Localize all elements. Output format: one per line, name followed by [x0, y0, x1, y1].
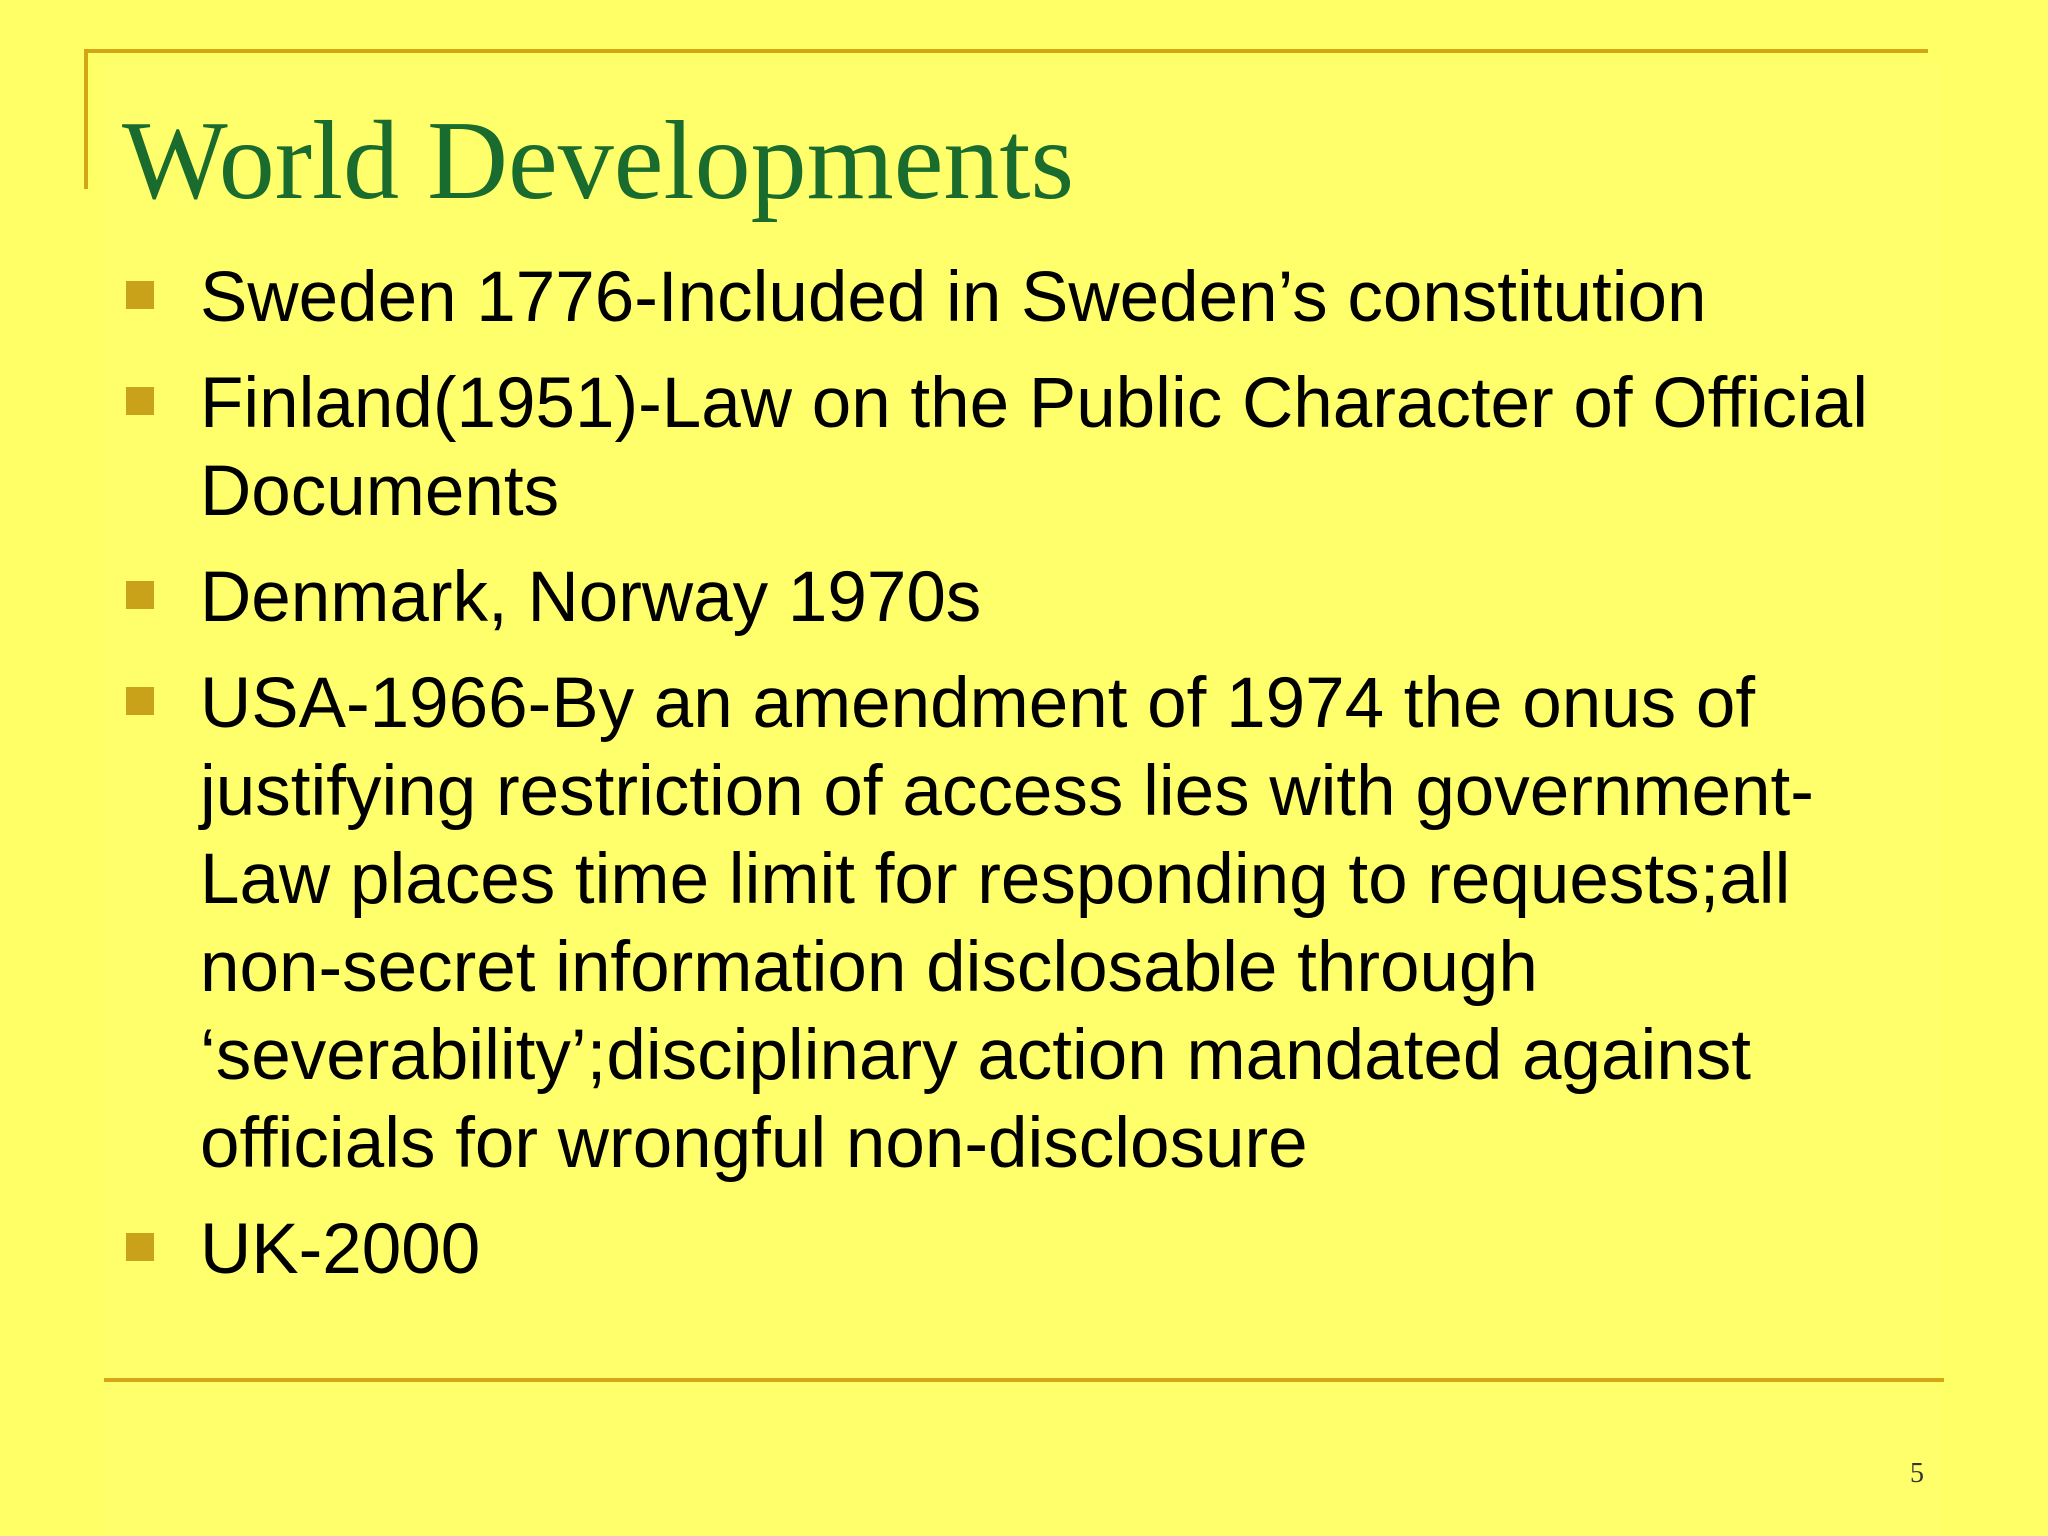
square-bullet-icon [126, 1233, 154, 1261]
bullet-text: UK-2000 [200, 1210, 481, 1289]
bullet-item-uk [126, 1206, 1926, 1294]
left-frame-line [84, 49, 88, 189]
square-bullet-icon [126, 581, 154, 609]
square-bullet-icon [126, 387, 154, 415]
page-number: 5 [1910, 1458, 1924, 1489]
bullet-text: Denmark, Norway 1970s [200, 558, 982, 637]
bullet-list [126, 254, 1926, 1312]
bullet-item-denmark-norway [126, 554, 1926, 642]
square-bullet-icon [126, 687, 154, 715]
top-frame-line [84, 49, 1928, 53]
slide-title: World Developments [122, 99, 1075, 223]
square-bullet-icon [126, 281, 154, 309]
bullet-item-sweden [126, 254, 1926, 342]
bullet-text: USA-1966-By an amendment of 1974 the onus of justifying restriction of access lies with government-Law places time limit for responding to requests;all non-secret information disclosable through ‘severability’;disciplinary action mandated against officials for wrongful non-disclosure [200, 664, 1814, 1183]
bullet-item-usa [126, 660, 1926, 1188]
bullet-text: Finland(1951)-Law on the Public Character of Official Documents [200, 364, 1869, 531]
bullet-item-finland [126, 360, 1926, 536]
bottom-rule-line [104, 1378, 1944, 1382]
bullet-text: Sweden 1776-Included in Sweden’s constitution [200, 258, 1707, 337]
